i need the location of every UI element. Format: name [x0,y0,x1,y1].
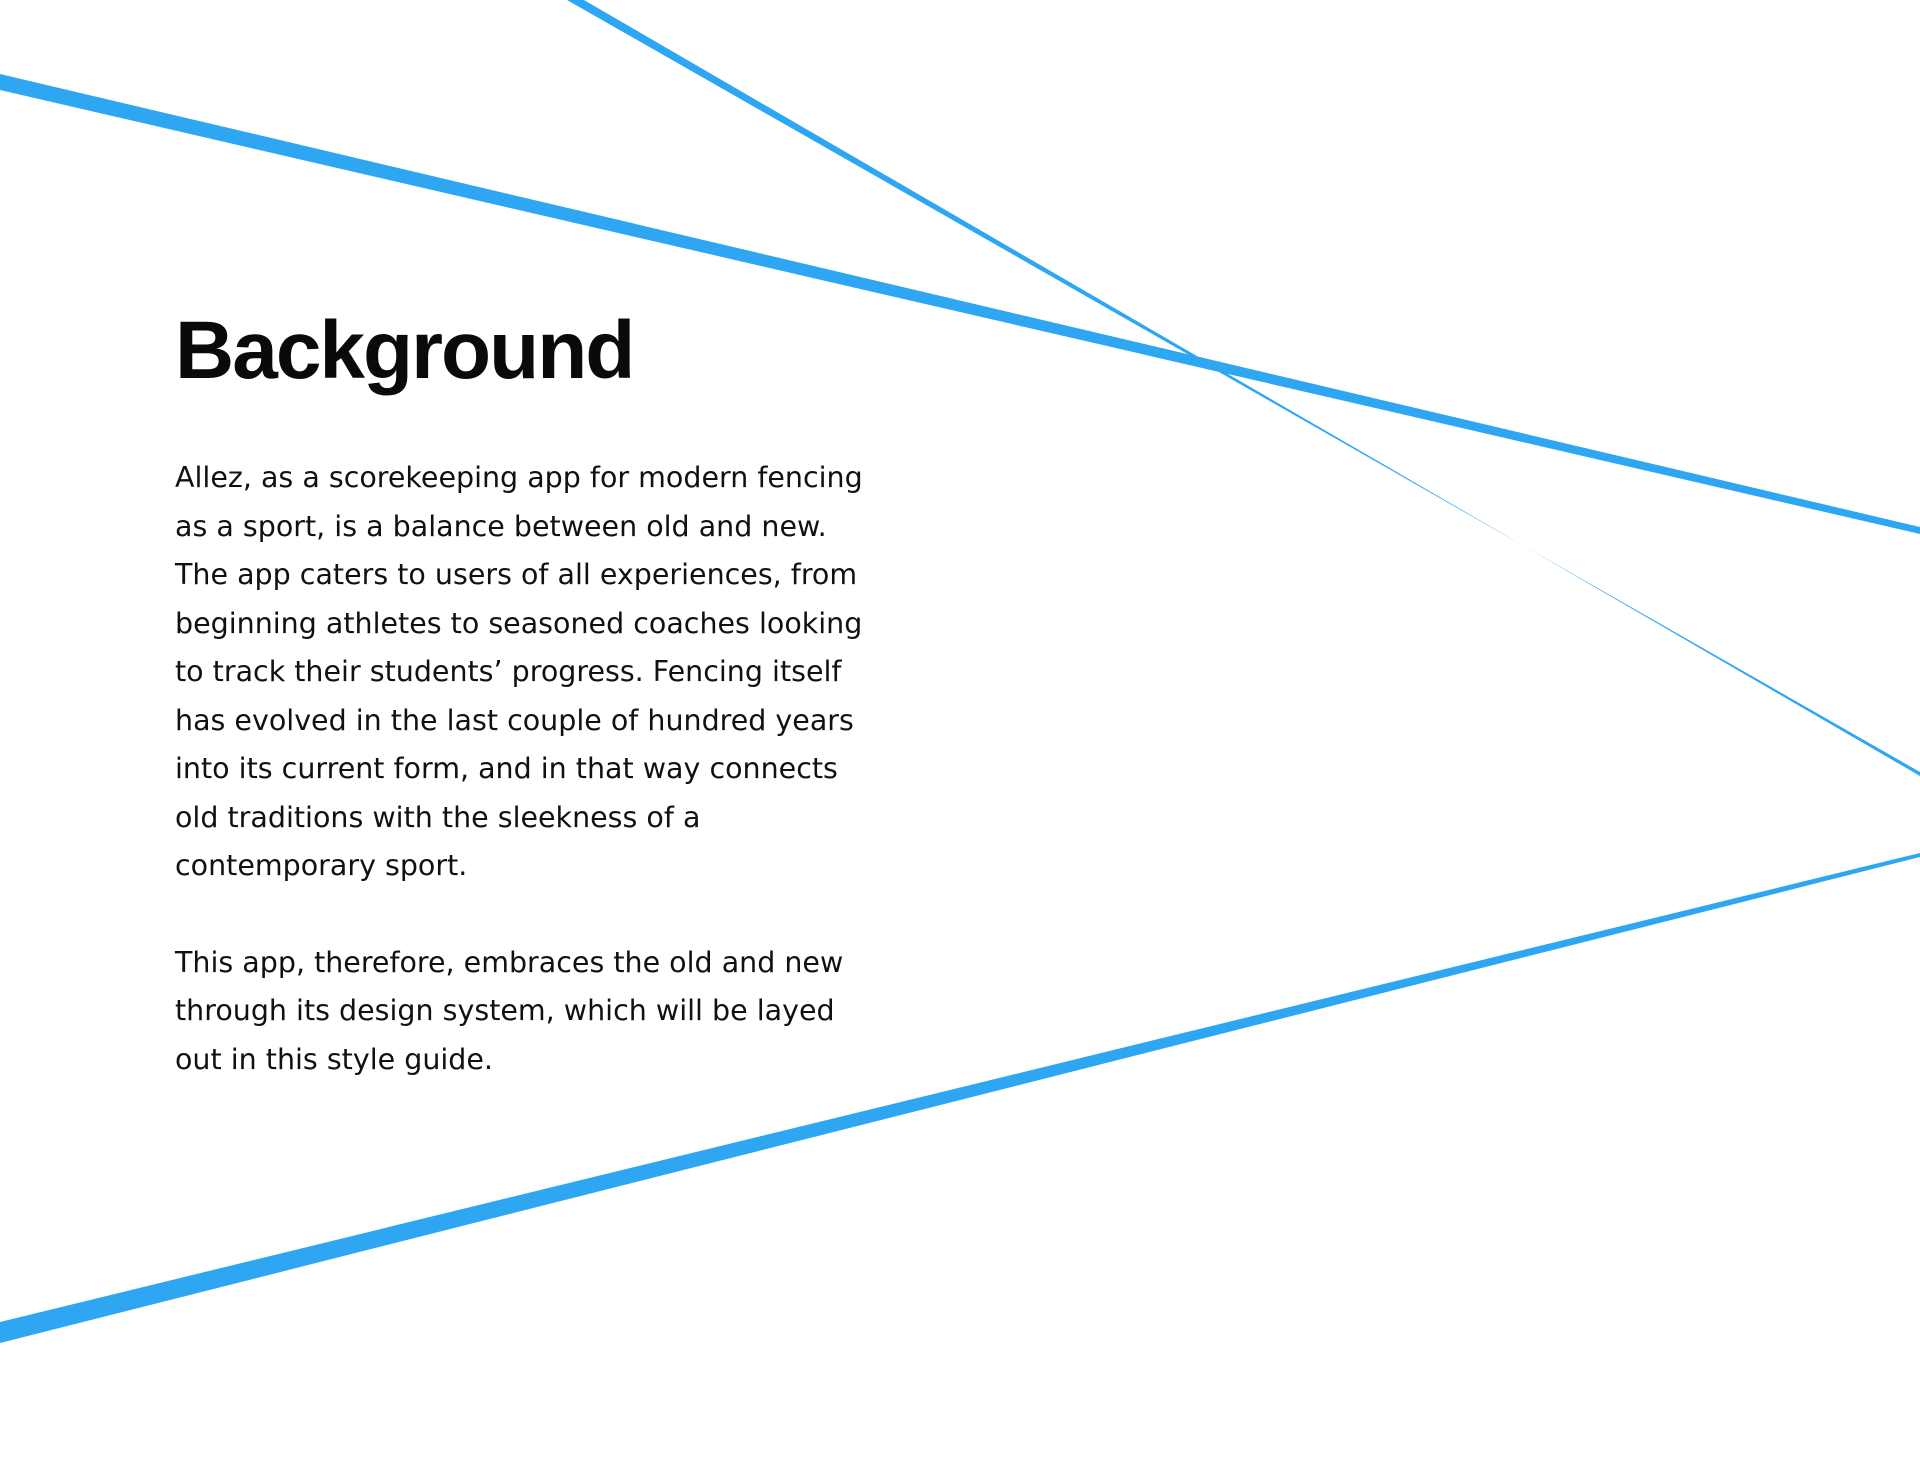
intro-paragraph: Allez, as a scorekeeping app for modern fencing as a sport, is a balance between old and new. The app caters to users of all experiences, from beginning athletes to seasoned coaches looking to track their students’ progress. Fencing itself has evolved in the last couple of hundred years into its current form, and in that way connects old traditions with the sleekness of a contemporary sport. [175,461,863,882]
main-content [175,305,895,1084]
summary-paragraph: This app, therefore, embraces the old and new through its design system, which will be layed out in this style guide. [175,945,844,1076]
page-title: Background [175,305,634,396]
